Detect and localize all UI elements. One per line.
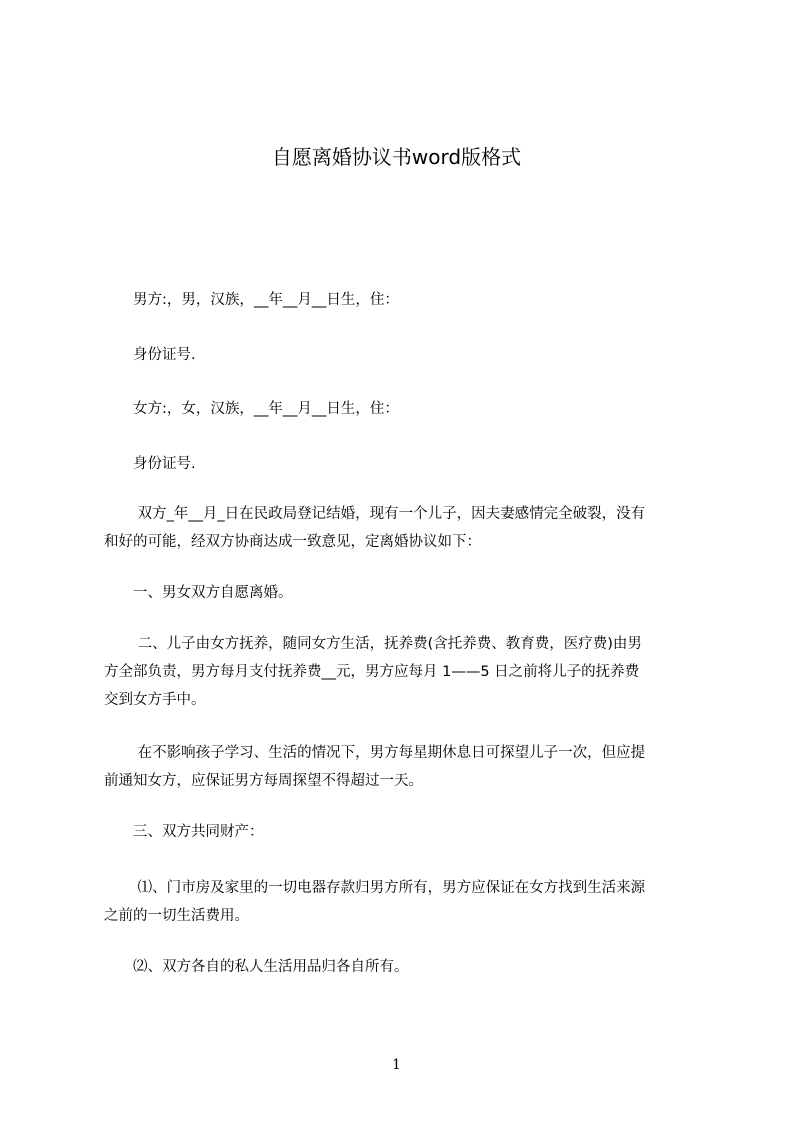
- text-line: 前通知女方，应保证男方每周探望不得超过一天。: [104, 773, 423, 789]
- text-line: ⑵、双方各自的私人生活用品归各自所有。: [104, 959, 409, 975]
- paragraph-clause-3: [104, 818, 704, 846]
- paragraph-male-id: [104, 341, 704, 369]
- text-line: 在不影响孩子学习、生活的情况下，男方每星期休息日可探望儿子一次，但应提: [104, 745, 646, 761]
- text-line: 方全部负责，男方每月支付抚养费__元，男方应每月 1——5 日之前将儿子的抚养费: [104, 664, 640, 680]
- paragraph-property-2: [104, 953, 704, 981]
- text-line: ⑴、门市房及家里的一切电器存款归男方所有，男方应保证在女方找到生活来源: [104, 880, 646, 896]
- text-line: 身份证号.: [104, 456, 196, 472]
- paragraph-visitation: [104, 739, 704, 795]
- text-line: 身份证号.: [104, 347, 196, 363]
- text-line: 二、儿子由女方抚养，随同女方生活，抚养费(含托养费、教育费，医疗费)由男: [104, 636, 642, 652]
- page-number: 1: [392, 1057, 401, 1073]
- text-line: 和好的可能，经双方协商达成一致意见，定离婚协议如下：: [104, 534, 481, 550]
- paragraph-clause-1: [104, 579, 704, 607]
- paragraph-marriage-background: [104, 500, 704, 556]
- paragraph-female-party: [104, 395, 704, 423]
- text-line: 交到女方手中。: [104, 692, 206, 708]
- document-title: 自愿离婚协议书word版格式: [271, 145, 522, 169]
- paragraph-female-id: [104, 450, 704, 478]
- text-line: 之前的一切生活费用。: [104, 908, 249, 924]
- paragraph-clause-2: [104, 630, 704, 714]
- text-line: 三、双方共同财产：: [104, 824, 264, 840]
- paragraph-property-1: [104, 874, 704, 930]
- text-line: 男方:，男，汉族，__年__月__日生，住：: [104, 292, 399, 308]
- paragraph-male-party: [104, 286, 704, 314]
- text-line: 一、男女双方自愿离婚。: [104, 585, 293, 601]
- text-line: 双方_年__月_日在民政局登记结婚，现有一个儿子，因夫妻感情完全破裂，没有: [104, 506, 646, 522]
- text-line: 女方:，女，汉族，__年__月__日生，住：: [104, 401, 399, 417]
